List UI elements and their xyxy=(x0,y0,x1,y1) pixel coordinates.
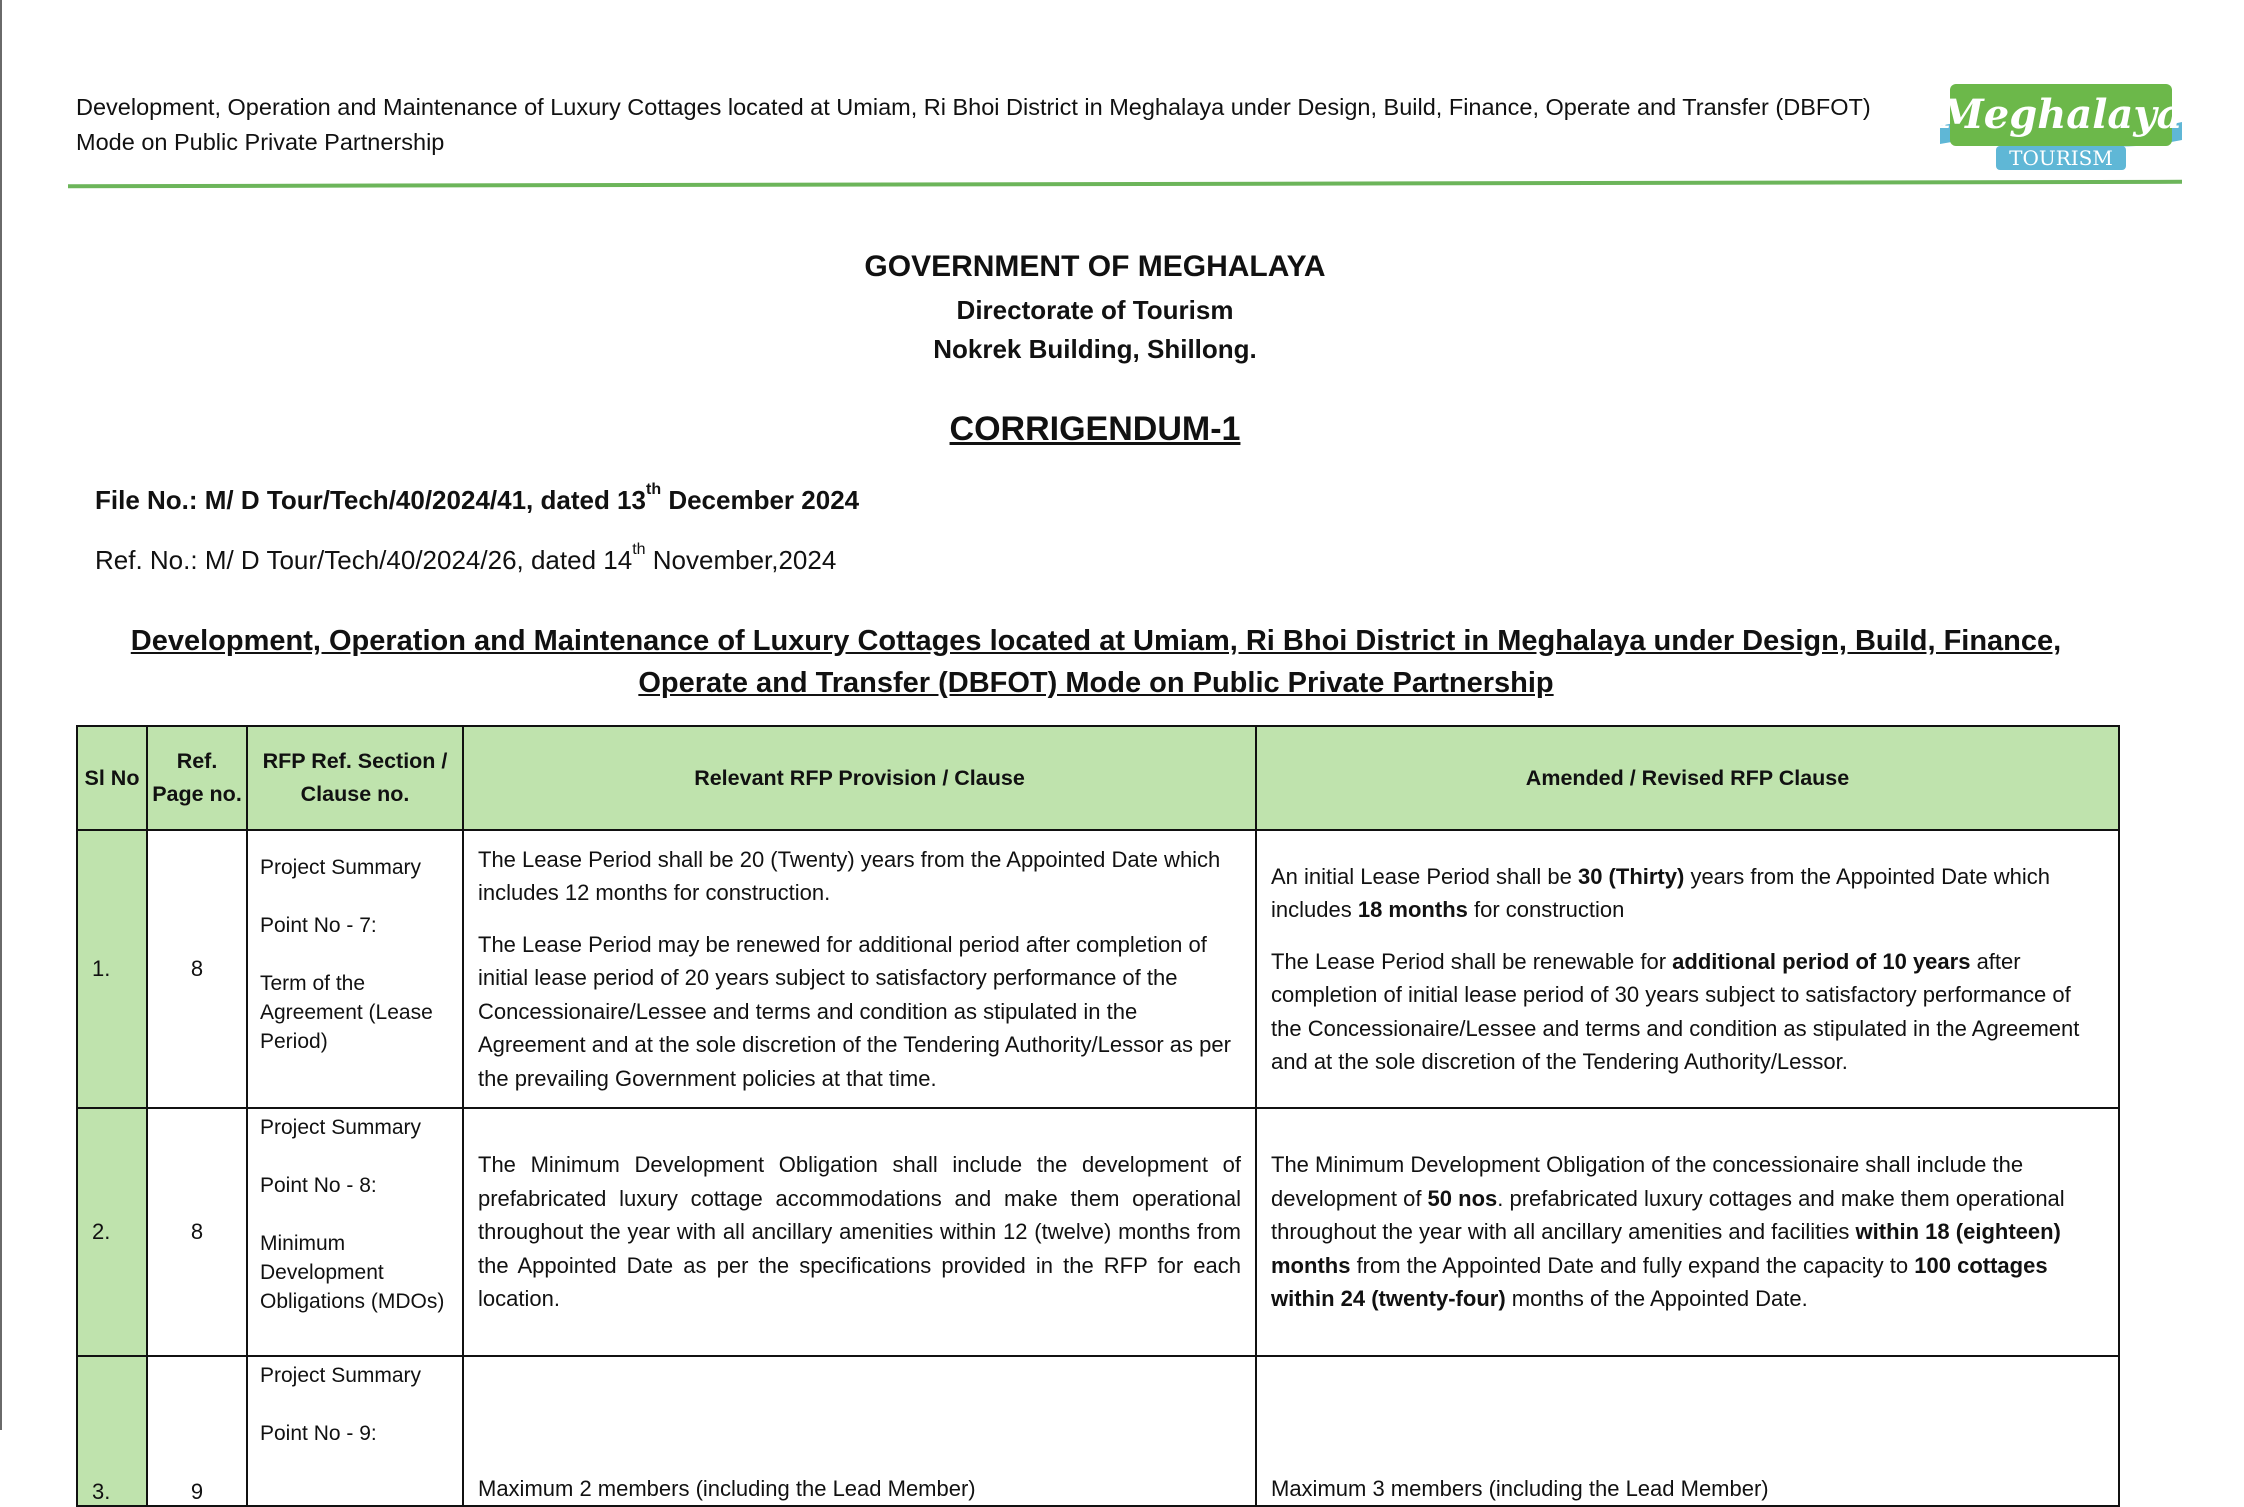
row-sl-no: 3. xyxy=(77,1356,147,1506)
row-section: Project Summary Point No - 8: Minimum Development Obligations (MDOs) xyxy=(247,1108,463,1356)
row-ref-page: 8 xyxy=(147,1108,247,1356)
header-amended: Amended / Revised RFP Clause xyxy=(1256,726,2119,830)
row-section: Project Summary Point No - 7: Term of the Agreement (Lease Period) xyxy=(247,830,463,1108)
page-left-edge xyxy=(0,0,2,1430)
row-provision: The Minimum Development Obligation shall include the development of prefabricated luxury cottage accommodations and make them operational throughout the year with all ancillary amenities within 12 (twelve) months from the Appointed Date as per the specifications provided in the RFP for each location. xyxy=(463,1108,1256,1356)
table-row xyxy=(77,1356,2119,1506)
row-sl-no: 2. xyxy=(77,1108,147,1356)
document-title: CORRIGENDUM-1 xyxy=(949,410,1241,448)
department-name: Directorate of Tourism xyxy=(956,295,1234,325)
running-header-title: Development, Operation and Maintenance of Luxury Cottages located at Umiam, Ri Bhoi District in Meghalaya under Design, Build, Finance, Operate and Transfer (DBFOT) Mode on Public Private Partnership xyxy=(76,94,1871,155)
header-ref-page: Ref. Page no. xyxy=(147,726,247,830)
government-name: GOVERNMENT OF MEGHALAYA xyxy=(864,250,1326,283)
svg-text:TOURISM: TOURISM xyxy=(2009,146,2113,170)
header-provision: Relevant RFP Provision / Clause xyxy=(463,726,1256,830)
row-section: Project Summary Point No - 9: xyxy=(247,1356,463,1506)
svg-text:Meghalaya: Meghalaya xyxy=(1939,91,2183,138)
row-ref-page: 8 xyxy=(147,830,247,1108)
meghalaya-tourism-logo xyxy=(1938,82,2184,174)
file-number: File No.: M/ D Tour/Tech/40/2024/41, dated 13th December 2024 xyxy=(95,481,860,515)
header-divider xyxy=(68,180,2182,188)
row-provision: The Lease Period shall be 20 (Twenty) years from the Appointed Date which includes 12 months for construction. The Lease Period may be renewed for additional period after completion of initial lease period of 20 years subject to satisfactory performance of the Concessionaire/Lessee and terms and condition as stipulated in the Agreement and at the sole discretion of the Tendering Authority/Lessor as per the prevailing Government policies at that time. xyxy=(463,830,1256,1108)
row-sl-no: 1. xyxy=(77,830,147,1108)
reference-number: Ref. No.: M/ D Tour/Tech/40/2024/26, dated 14th November,2024 xyxy=(95,541,837,575)
header-sl-no: Sl No xyxy=(77,726,147,830)
row-amended: The Minimum Development Obligation of the concessionaire shall include the development of 50 nos. prefabricated luxury cottages and make them operational throughout the year with all ancillary amenities and facilities within 18 (eighteen) months from the Appointed Date and fully expand the capacity to 100 cottages within 24 (twenty-four) months of the Appointed Date. xyxy=(1256,1108,2119,1356)
table-row xyxy=(77,830,2119,1108)
department-address: Nokrek Building, Shillong. xyxy=(933,334,1257,364)
table-header-row xyxy=(77,726,2119,830)
row-provision: Maximum 2 members (including the Lead Member) xyxy=(463,1356,1256,1506)
row-amended: Maximum 3 members (including the Lead Member) xyxy=(1256,1356,2119,1506)
table-row xyxy=(77,1108,2119,1356)
row-ref-page: 9 xyxy=(147,1356,247,1506)
row-amended: An initial Lease Period shall be 30 (Thirty) years from the Appointed Date which includes 18 months for construction The Lease Period shall be renewable for additional period of 10 years after completion of initial lease period of 30 years subject to satisfactory performance of the Concessionaire/Lessee and terms and condition as stipulated in the Agreement and at the sole discretion of the Tendering Authority/Lessor. xyxy=(1256,830,2119,1108)
subject-heading: Development, Operation and Maintenance of Luxury Cottages located at Umiam, Ri Bhoi District in Meghalaya under Design, Build, Finance, Operate and Transfer (DBFOT) Mode on Public Private Partnership xyxy=(130,625,2062,699)
corrigendum-table xyxy=(76,725,2120,1507)
header-section: RFP Ref. Section / Clause no. xyxy=(247,726,463,830)
